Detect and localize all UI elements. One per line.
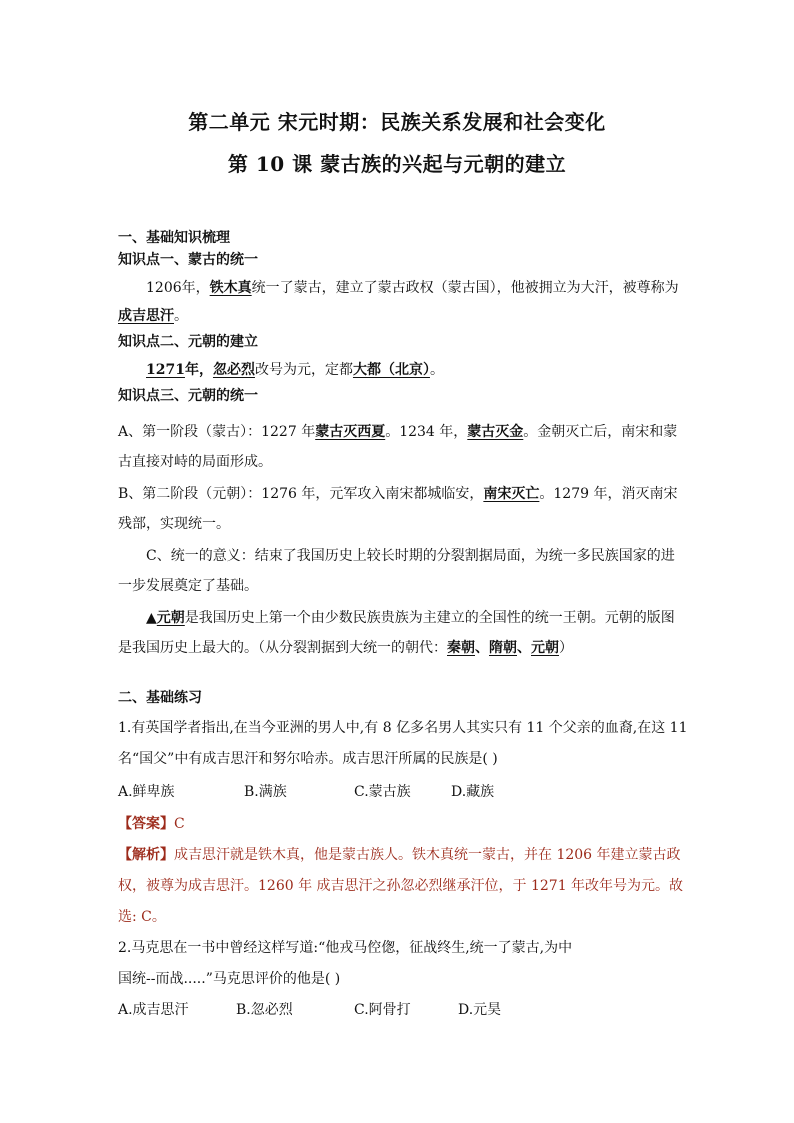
kp1-heading: 知识点一、蒙古的统一 — [118, 252, 258, 268]
q1-option-a: A.鲜卑族 — [118, 784, 175, 800]
kp1-text: 1206年， — [146, 280, 210, 296]
answer-value: C — [174, 816, 185, 832]
kp2-year: 1271 — [146, 362, 185, 378]
kp1-temujin: 铁木真 — [209, 280, 252, 296]
q1-line1: 1.有英国学者指出,在当今亚洲的男人中,有 8 亿多名男人其实只有 11 个父亲的血裔,在这 11 — [118, 720, 688, 736]
kp3-note-line1 — [146, 608, 706, 628]
q1-analysis-line3: 选: C。 — [118, 909, 166, 925]
kp2-text: 改号为元，定都 — [254, 362, 353, 378]
kp1-text: 统一了蒙古，建立了蒙古政权（蒙古国），他被拥立为大汗，被尊称为 — [251, 280, 679, 296]
kp3-xixia: 蒙古灭西夏 — [315, 424, 386, 440]
kp3-a-line2: 古直接对峙的局面形成。 — [118, 454, 272, 470]
kp3-text: 、 — [517, 640, 531, 656]
lesson-title: 第 10 课 蒙古族的兴起与元朝的建立 — [227, 152, 567, 176]
kp1-line2 — [118, 306, 678, 326]
kp3-text: ） — [559, 640, 573, 656]
kp2-line — [146, 360, 706, 380]
q1-analysis-line1 — [118, 845, 681, 865]
q1-option-b: B.满族 — [244, 784, 287, 800]
q1-option-d: D.藏族 — [451, 784, 495, 800]
kp2-kublai: 忽必烈 — [212, 362, 255, 378]
kp3-text: 、 — [475, 640, 489, 656]
q1-analysis-line2: 权，被尊为成吉思汗。1260 年 成吉思汗之孙忽必烈继承汗位，于 1271 年改年号为元。故 — [118, 878, 684, 894]
kp3-c-line1: C、统一的意义：结束了我国历史上较长时期的分裂割据局面，为统一多民族国家的进 — [146, 548, 675, 564]
q2-option-d: D.元昊 — [458, 1002, 502, 1018]
dynasty-qin: 秦朝 — [447, 640, 475, 656]
kp1-text: 。 — [174, 308, 188, 324]
kp2-text: 。 — [429, 362, 444, 378]
analysis-label: 【解析】 — [118, 847, 174, 863]
kp3-text: 。1234 年， — [385, 424, 468, 440]
kp1-line1 — [146, 278, 706, 298]
dynasty-yuan: 元朝 — [531, 640, 559, 656]
kp2-heading: 知识点二、元朝的建立 — [118, 334, 258, 350]
kp2-capital: 大都（北京） — [352, 362, 430, 378]
kp3-yuan: 元朝 — [156, 610, 185, 626]
q2-option-c: C.阿骨打 — [354, 1002, 411, 1018]
section1-heading: 一、基础知识梳理 — [118, 230, 230, 246]
answer-label: 【答案】 — [118, 816, 174, 832]
q2-line1: 2.马克思在一书中曾经这样写道:“他戎马倥偬，征战终生,统一了蒙古,为中 — [118, 940, 573, 956]
section2-heading: 二、基础练习 — [118, 690, 202, 706]
unit-title: 第二单元 宋元时期：民族关系发展和社会变化 — [188, 110, 606, 134]
q2-option-a: A.成吉思汗 — [118, 1002, 189, 1018]
kp3-c-line2: 一步发展奠定了基础。 — [118, 578, 258, 594]
kp3-a-line1 — [118, 422, 678, 442]
kp3-b-line1 — [118, 484, 678, 504]
analysis-text: 成吉思汗就是铁木真，他是蒙古族人。铁木真统一蒙古，并在 1206 年建立蒙古政 — [174, 847, 681, 863]
q1-answer — [118, 814, 678, 834]
kp3-text: 。金朝灭亡后，南宋和蒙 — [523, 424, 678, 440]
kp3-note-line2 — [118, 638, 678, 658]
kp3-jin: 蒙古灭金 — [467, 424, 524, 440]
q1-option-c: C.蒙古族 — [354, 784, 411, 800]
q2-options — [118, 1000, 678, 1020]
q1-options — [118, 782, 678, 802]
kp3-text: 是我国历史上第一个由少数民族贵族为主建立的全国性的统一王朝。元朝的版图 — [184, 610, 675, 626]
kp2-text: 年， — [184, 362, 213, 378]
kp3-text: 是我国历史上最大的。（从分裂割据到大统一的朝代： — [118, 640, 447, 656]
q2-line2: 国统--而战.....”马克思评价的他是( ) — [118, 971, 341, 987]
kp3-b-line2: 残部，实现统一。 — [118, 516, 230, 532]
kp3-southern-song: 南宋灭亡 — [483, 486, 540, 502]
kp3-text: 。1279 年，消灭南宋 — [539, 486, 678, 502]
q2-option-b: B.忽必烈 — [236, 1002, 293, 1018]
q1-line2: 名“国父”中有成吉思汗和努尔哈赤。成吉思汗所属的民族是( ) — [118, 751, 498, 767]
kp3-text: B、第二阶段（元朝）：1276 年，元军攻入南宋都城临安， — [118, 486, 484, 502]
kp3-heading: 知识点三、元朝的统一 — [118, 388, 258, 404]
kp3-text: A、第一阶段（蒙古）：1227 年 — [118, 424, 316, 440]
triangle-icon: ▲ — [146, 610, 157, 626]
dynasty-sui: 隋朝 — [489, 640, 517, 656]
kp1-genghis: 成吉思汗 — [118, 308, 174, 324]
